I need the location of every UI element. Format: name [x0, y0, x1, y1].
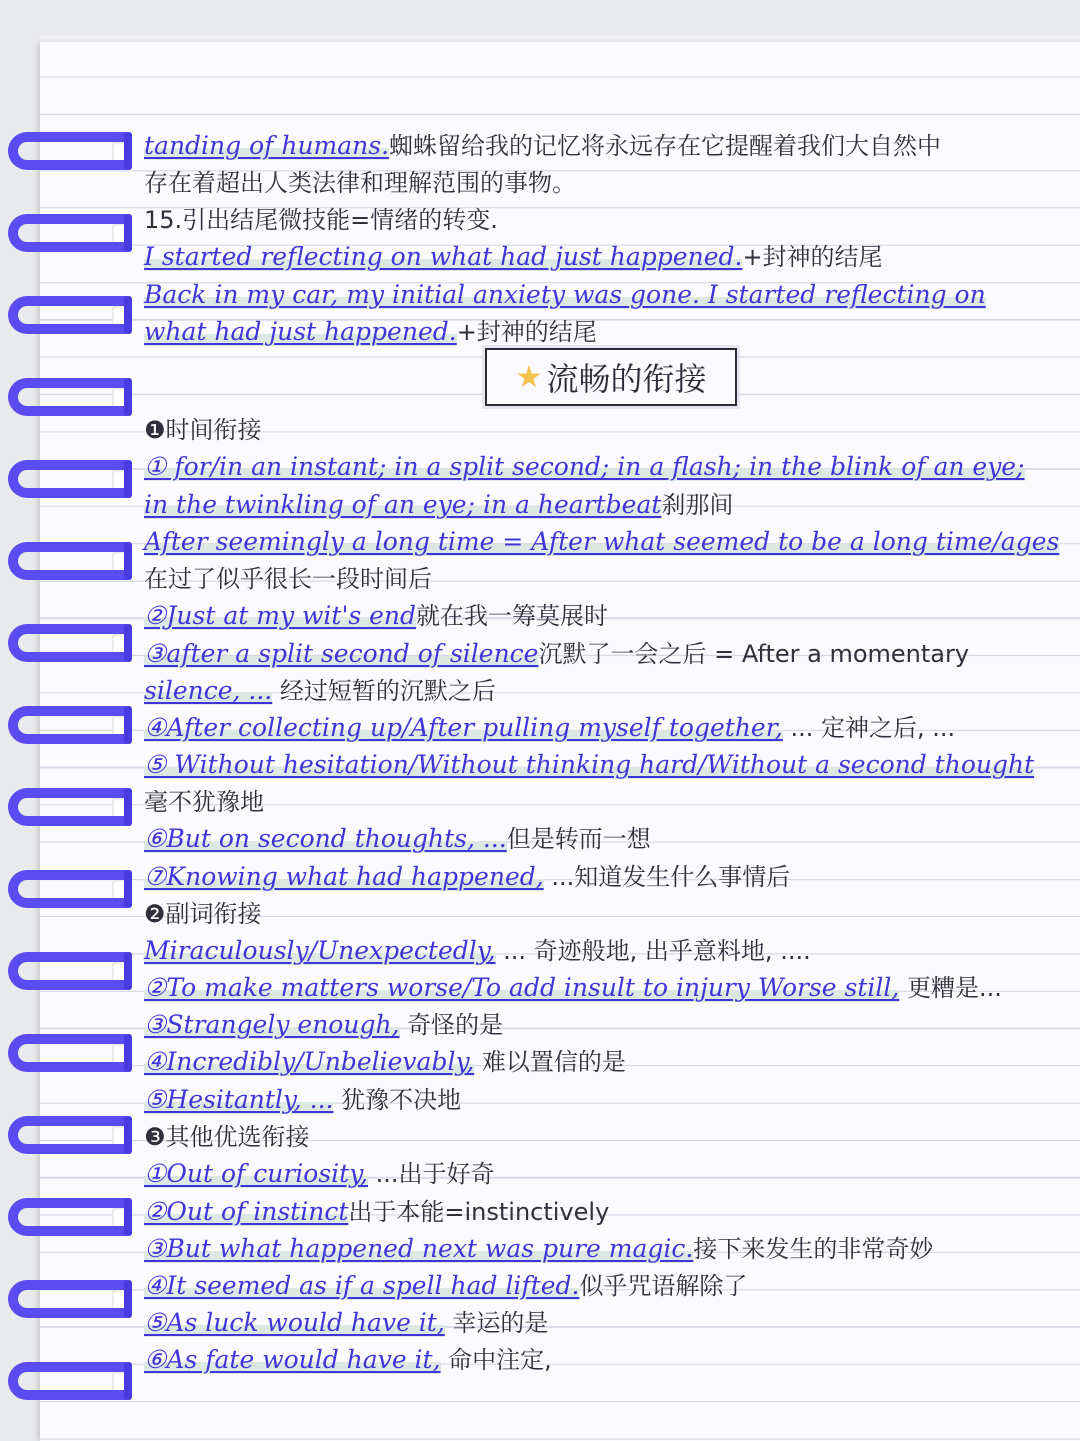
spiral-ring: [8, 132, 126, 170]
note-line: ③Strangely enough, 奇怪的是: [144, 1010, 504, 1039]
spiral-ring: [8, 542, 126, 580]
note-line: ②Out of instinct出于本能=instinctively: [144, 1197, 610, 1226]
spiral-ring: [8, 1280, 126, 1318]
note-line: ②Just at my wit's end就在我一筹莫展时: [144, 601, 609, 630]
spiral-ring: [8, 952, 126, 990]
spiral-ring: [8, 460, 126, 498]
section-title-text: 流畅的衔接: [546, 360, 707, 398]
note-line: Miraculously/Unexpectedly, ... 奇迹般地, 出乎意料地, ....: [144, 936, 811, 965]
note-line: ⑤Hesitantly, ... 犹豫不决地: [144, 1085, 462, 1114]
note-line: ⑤As luck would have it, 幸运的是: [144, 1308, 549, 1337]
note-line: 15.引出结尾微技能=情绪的转变.: [144, 206, 498, 234]
note-line: 存在着超出人类法律和理解范围的事物。: [144, 169, 576, 197]
note-line: ④Incredibly/Unbelievably, 难以置信的是: [144, 1047, 626, 1076]
spiral-ring: [8, 1362, 126, 1400]
spiral-ring: [8, 1198, 126, 1236]
spiral-ring: [8, 1116, 126, 1154]
section-title: [485, 348, 737, 406]
note-line: ②To make matters worse/To add insult to injury Worse still, 更糟是...: [144, 973, 1002, 1002]
spiral-ring: [8, 788, 126, 826]
note-line: ⑥As fate would have it, 命中注定,: [144, 1345, 552, 1374]
heading-adverb: ❷副词衔接: [144, 900, 262, 928]
note-line: what had just happened.+封神的结尾: [144, 317, 597, 346]
note-line: tanding of humans.蜘蛛留给我的记忆将永远存在它提醒着我们大自然中: [144, 131, 942, 160]
note-line: ①Out of curiosity, ...出于好奇: [144, 1159, 495, 1188]
note-line: ③after a split second of silence沉默了一会之后 = After a momentary: [144, 639, 970, 668]
note-line: 毫不犹豫地: [144, 788, 264, 816]
note-line: ④It seemed as if a spell had lifted.似乎咒语解除了: [144, 1271, 748, 1300]
spiral-ring: [8, 624, 126, 662]
note-line: I started reflecting on what had just happened.+封神的结尾: [144, 242, 883, 271]
spiral-ring: [8, 706, 126, 744]
note-line: After seemingly a long time = After what seemed to be a long time/ages: [144, 527, 1060, 556]
spiral-ring: [8, 1034, 126, 1072]
spiral-ring: [8, 296, 126, 334]
spiral-ring: [8, 378, 126, 416]
spiral-ring: [8, 870, 126, 908]
spiral-binding: [0, 0, 140, 1441]
note-line: ⑦Knowing what had happened, ...知道发生什么事情后: [144, 862, 791, 891]
star-icon: ★: [515, 359, 543, 395]
heading-time: ❶时间衔接: [144, 416, 262, 444]
note-line: silence, ... 经过短暂的沉默之后: [144, 676, 496, 705]
note-line: ① for/in an instant; in a split second; in a flash; in the blink of an eye;: [144, 452, 1025, 481]
note-line: ③But what happened next was pure magic.接下来发生的非常奇妙: [144, 1234, 934, 1263]
note-line: in the twinkling of an eye; in a heartbeat刹那间: [144, 490, 734, 519]
note-line: Back in my car, my initial anxiety was gone. I started reflecting on: [144, 280, 986, 309]
note-line: ⑥But on second thoughts, ...但是转而一想: [144, 824, 651, 853]
heading-other: ❸其他优选衔接: [144, 1123, 310, 1151]
note-line: ④After collecting up/After pulling myself together, ... 定神之后, ...: [144, 713, 956, 742]
note-line: 在过了似乎很长一段时间后: [144, 565, 432, 593]
note-line: ⑤ Without hesitation/Without thinking hard/Without a second thought: [144, 750, 1035, 779]
spiral-ring: [8, 214, 126, 252]
